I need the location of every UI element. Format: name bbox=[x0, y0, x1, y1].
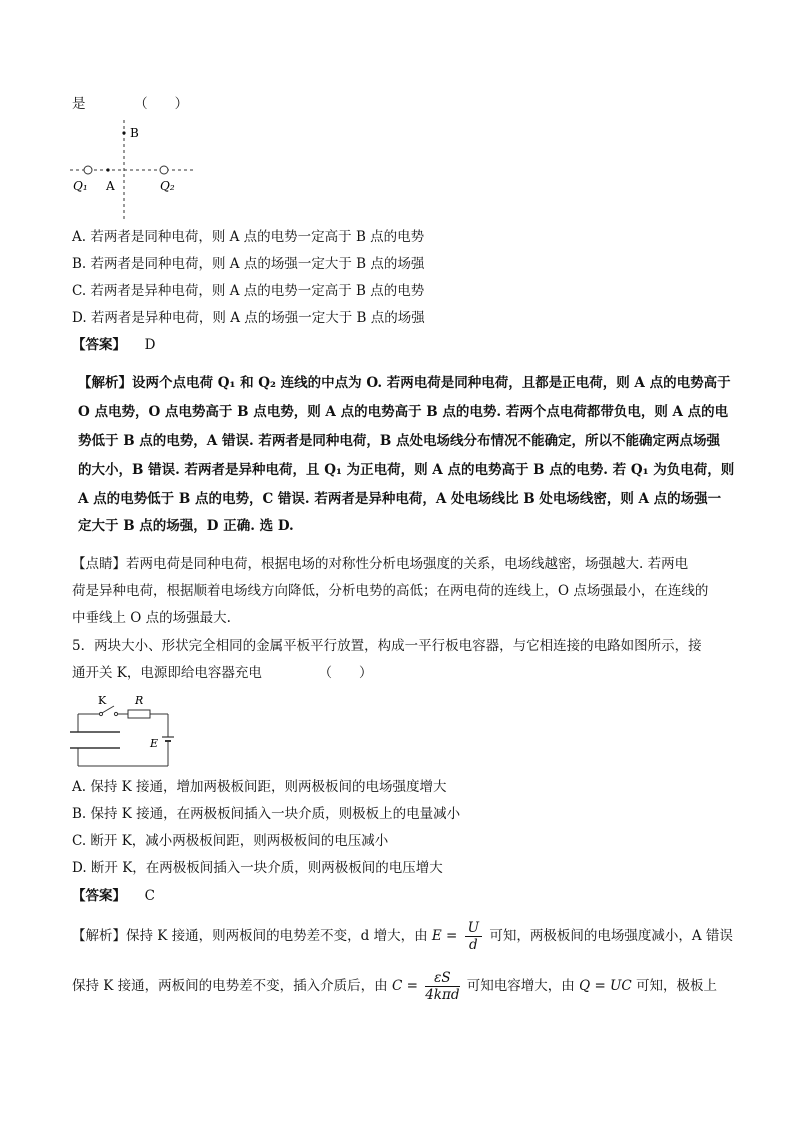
q5-stem-line-2 bbox=[72, 663, 372, 683]
q5-stem-line-1: 5．两块大小、形状完全相同的金属平板平行放置，构成一平行板电容器，与它相连接的电路如图所示，接 bbox=[72, 638, 702, 654]
q5-answer-label: 【答案】 bbox=[72, 888, 126, 904]
q5-circuit-figure bbox=[68, 690, 180, 772]
q4-note-line-1: 【点睛】若两电荷是同种电荷，根据电场的对称性分析电场强度的关系，电场线越密，场强越大. 若两电 bbox=[72, 556, 689, 572]
q4-option-a: A. 若两者是同种电荷，则 A 点的电势一定高于 B 点的电势 bbox=[72, 229, 425, 245]
q4-analysis-line-6: 定大于 B 点的场强，D 正确. 选 D. bbox=[78, 518, 294, 534]
q4-analysis-line-1: 【解析】设两个点电荷 Q₁ 和 Q₂ 连线的中点为 O. 若两电荷是同种电荷，且都是正电荷，则 A 点的电势高于 bbox=[78, 375, 731, 391]
q4-answer-value: D bbox=[144, 337, 156, 353]
q4-analysis-line-4: 的大小，B 错误. 若两者是异种电荷，且 Q₁ 为正电荷，则 A 点的电势高于 B 点的电势. 若 Q₁ 为负电荷，则 bbox=[78, 462, 735, 478]
q5-analysis-line-2 bbox=[72, 968, 717, 1004]
q4-analysis-line-3: 势低于 B 点的电势，A 错误. 若两者是同种电荷，B 点处电场线分布情况不能确定，所以不能确定两点场强 bbox=[78, 433, 720, 449]
eq2-numerator: εS bbox=[425, 970, 459, 987]
eq2-denominator: 4kπd bbox=[425, 987, 460, 1003]
label-a: A bbox=[106, 179, 115, 193]
q5-analysis-1-pre: 【解析】保持 K 接通，则两板间的电势差不变，d 增大，由 bbox=[72, 928, 428, 944]
label-k: K bbox=[98, 694, 107, 707]
q5-analysis-2-post: 可知，极板上 bbox=[636, 978, 718, 994]
q5-option-a: A. 保持 K 接通，增加两极板间距，则两极板间的电场强度增大 bbox=[72, 779, 447, 795]
q4-stem-tail bbox=[72, 94, 188, 114]
eq2-fraction bbox=[425, 970, 459, 1003]
q4-option-d: D. 若两者是异种电荷，则 A 点的场强一定大于 B 点的场强 bbox=[72, 310, 425, 326]
q4-note-line-3: 中垂线上 O 点的场强最大. bbox=[72, 610, 231, 626]
q4-option-b: B. 若两者是同种电荷，则 A 点的场强一定大于 B 点的场强 bbox=[72, 256, 425, 272]
label-b: B bbox=[130, 126, 139, 140]
label-q2: Q₂ bbox=[160, 179, 175, 193]
q5-answer-value: C bbox=[144, 888, 155, 904]
q5-answer-blank: （ ） bbox=[318, 665, 373, 681]
eq1-denominator: d bbox=[469, 937, 478, 953]
q5-analysis-1-post: 可知，两极板间的电场强度减小，A 错误 bbox=[489, 928, 733, 944]
q4-analysis-line-2: O 点电势，O 点电势高于 B 点电势，则 A 点的电势高于 B 点的电势. 若两个点电荷都带负电，则 A 点的电 bbox=[78, 404, 729, 420]
q5-stem-text: 通开关 K，电源即给电容器充电 bbox=[72, 665, 262, 681]
q4-answer-blank: （ ） bbox=[134, 96, 189, 112]
q4-option-c: C. 若两者是异种电荷，则 A 点的电势一定高于 B 点的电势 bbox=[72, 283, 425, 299]
eq1-numerator: U bbox=[465, 920, 482, 937]
q5-analysis-2-mid: 可知电容增大，由 bbox=[466, 978, 575, 994]
eq3: Q = UC bbox=[579, 978, 632, 994]
q4-answer-label: 【答案】 bbox=[72, 337, 126, 353]
label-e: E bbox=[150, 737, 159, 750]
q5-analysis-2-pre: 保持 K 接通，两板间的电势差不变，插入介质后，由 bbox=[72, 978, 388, 994]
q5-answer-line bbox=[72, 886, 155, 906]
q4-charges-figure bbox=[68, 118, 198, 223]
q5-option-c: C. 断开 K，减小两极板间距，则两极板间的电压减小 bbox=[72, 833, 389, 849]
label-r: R bbox=[135, 694, 144, 707]
eq2-lhs: C = bbox=[391, 978, 418, 994]
q5-option-d: D. 断开 K，在两极板间插入一块介质，则两极板间的电压增大 bbox=[72, 860, 443, 876]
q5-analysis-line-1 bbox=[72, 918, 733, 954]
q4-analysis-line-5: A 点的电势低于 B 点的电势，C 错误. 若两者是异种电荷，A 处电场线比 B 处电场线密，则 A 点的场强一 bbox=[78, 491, 722, 507]
label-q1: Q₁ bbox=[73, 179, 88, 193]
q4-note-line-2: 荷是异种电荷，根据顺着电场线方向降低，分析电势的高低；在两电荷的连线上，O 点场强最小，在连线的 bbox=[72, 583, 709, 599]
eq1-lhs: E = bbox=[431, 928, 458, 944]
q5-option-b: B. 保持 K 接通，在两极板间插入一块介质，则极板上的电量减小 bbox=[72, 806, 461, 822]
q4-stem-text: 是 bbox=[72, 96, 86, 112]
eq1-fraction bbox=[465, 920, 482, 953]
q4-answer-line bbox=[72, 335, 155, 355]
